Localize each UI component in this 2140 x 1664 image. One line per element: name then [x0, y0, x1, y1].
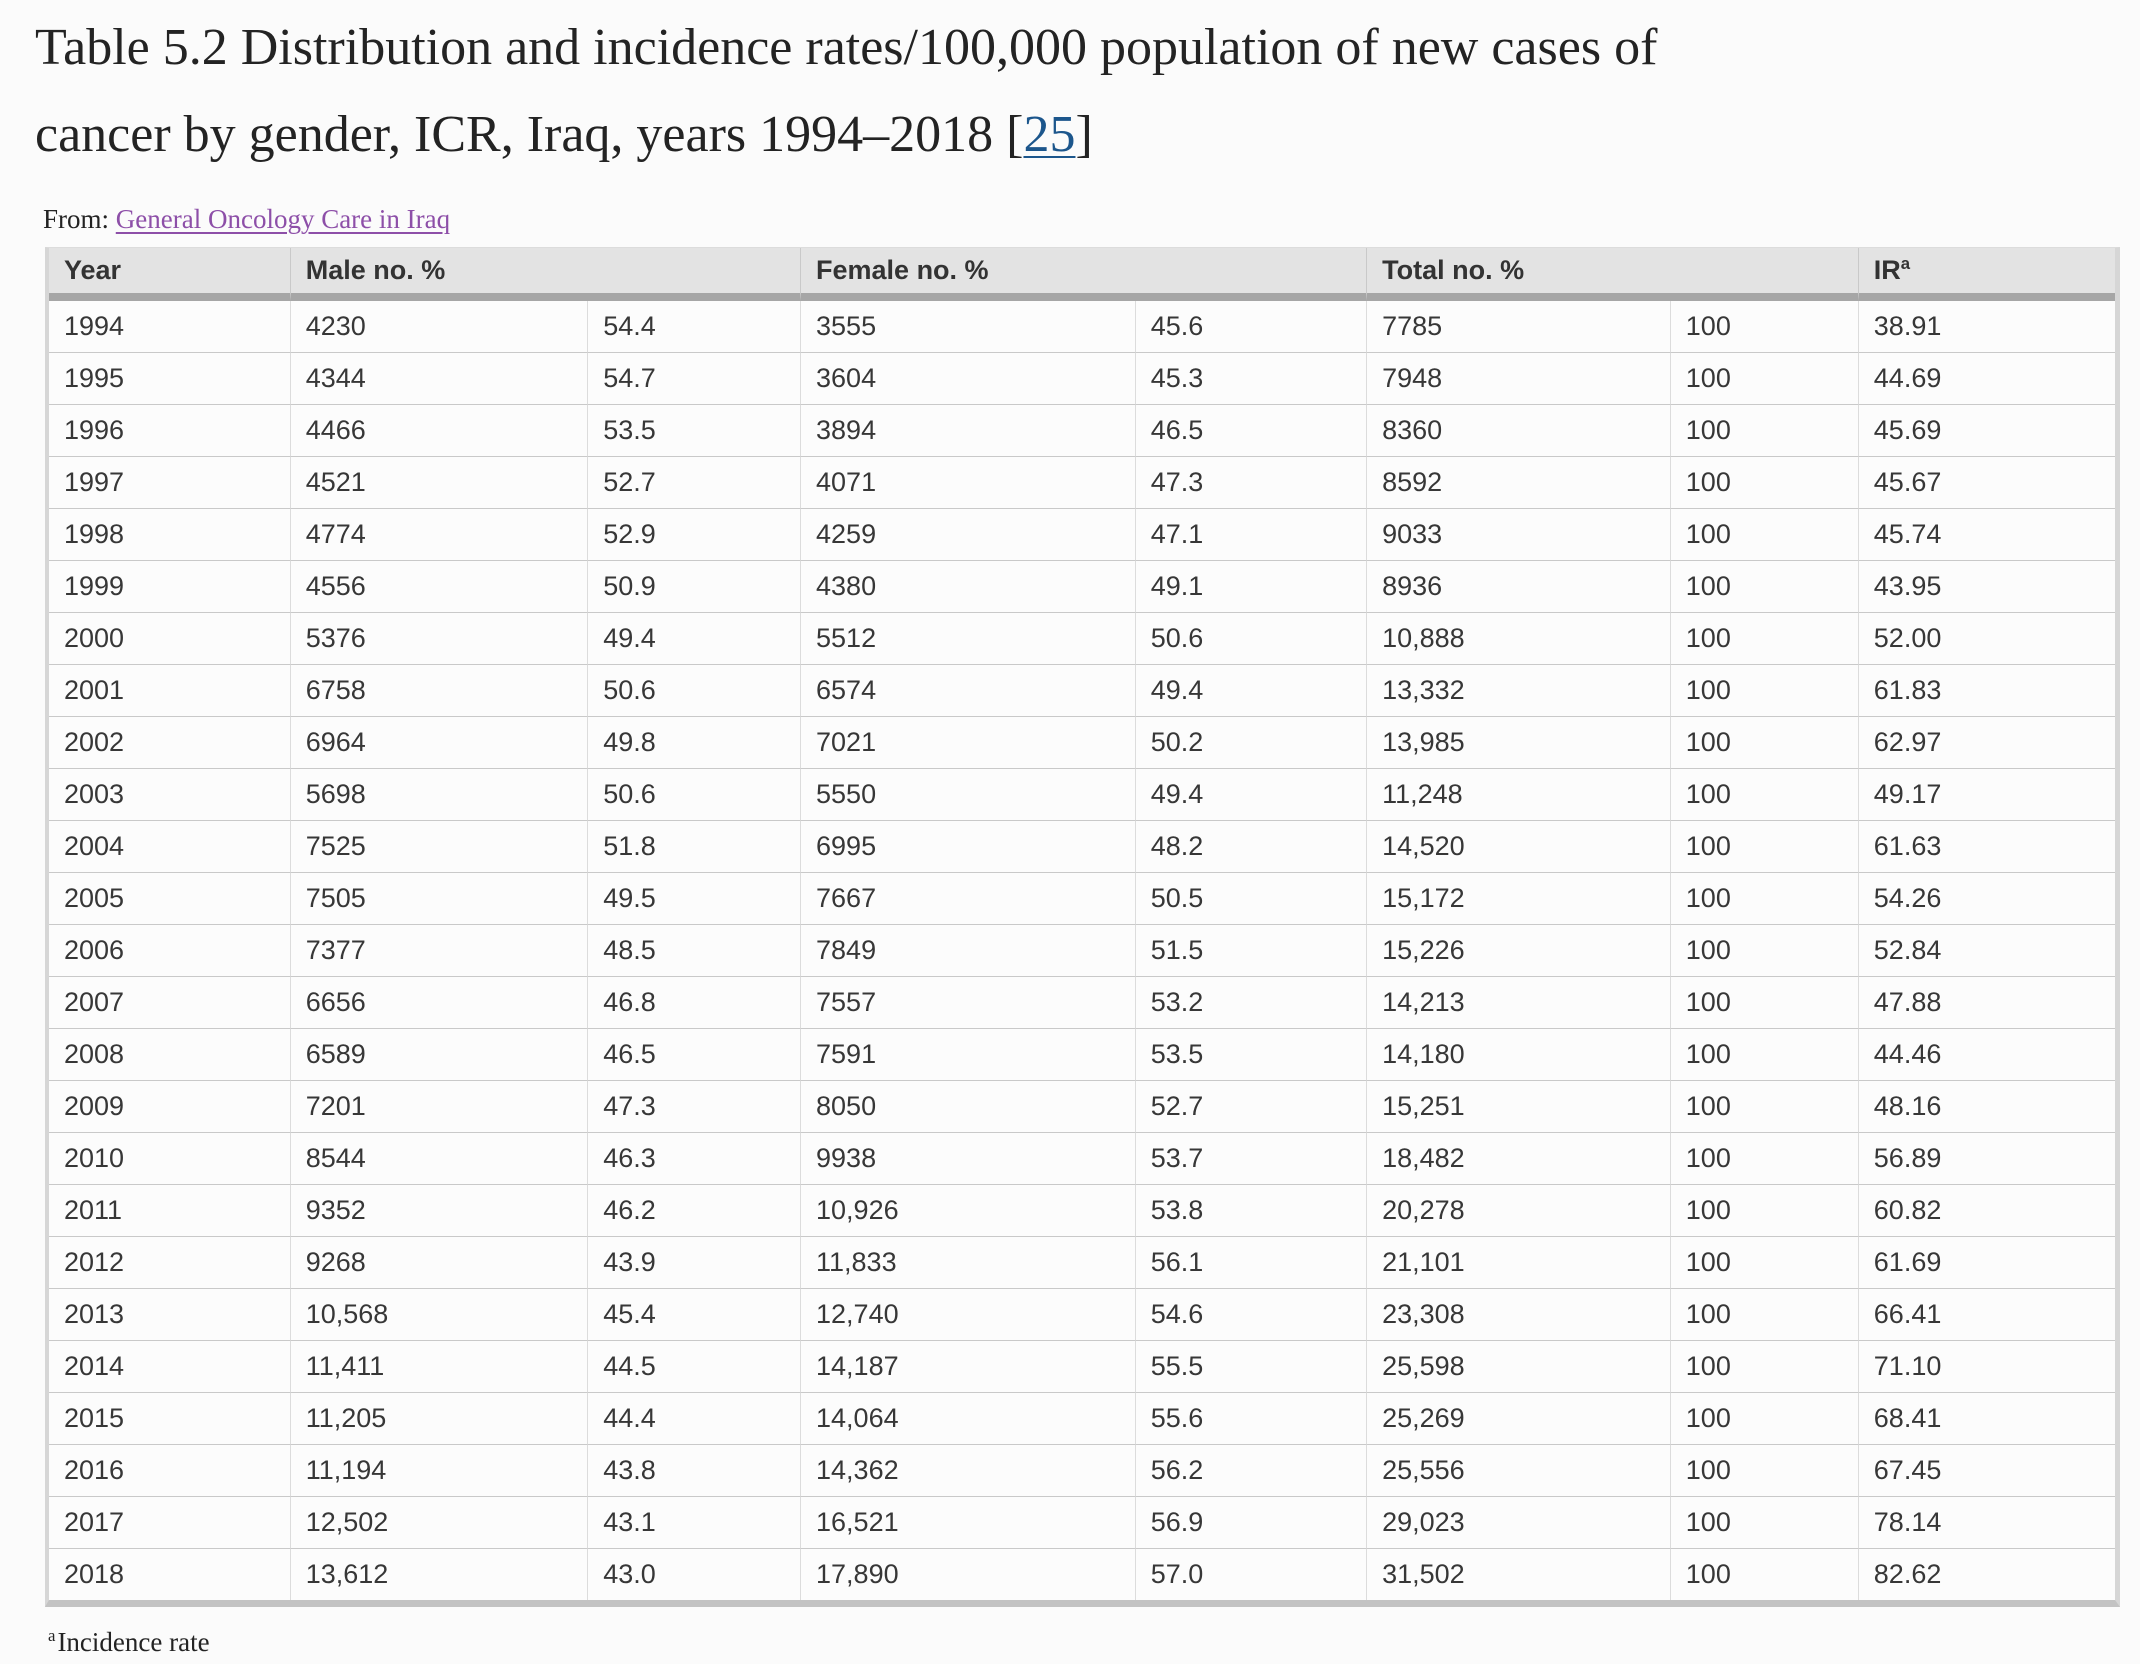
- table-cell: 44.46: [1859, 1028, 2115, 1080]
- table-cell: 100: [1671, 560, 1859, 612]
- table-cell: 9033: [1367, 508, 1671, 560]
- table-cell: 7667: [801, 872, 1136, 924]
- table-cell: 46.8: [588, 976, 801, 1028]
- table-cell: 1996: [49, 404, 291, 456]
- table-cell: 9268: [291, 1236, 589, 1288]
- footnote-superscript: a: [48, 1626, 56, 1645]
- table-row: [49, 404, 2115, 456]
- table-cell: 49.8: [588, 716, 801, 768]
- table-cell: 2015: [49, 1392, 291, 1444]
- header-total: Total no. %: [1367, 248, 1859, 301]
- table-cell: 45.69: [1859, 404, 2115, 456]
- table-row: [49, 560, 2115, 612]
- citation-link[interactable]: 25: [1023, 106, 1076, 163]
- table-cell: 54.6: [1136, 1288, 1367, 1340]
- table-cell: 50.5: [1136, 872, 1367, 924]
- table-cell: 55.5: [1136, 1340, 1367, 1392]
- table-cell: 15,172: [1367, 872, 1671, 924]
- table-cell: 100: [1671, 1080, 1859, 1132]
- table-cell: 51.8: [588, 820, 801, 872]
- table-cell: 38.91: [1859, 301, 2115, 352]
- table-cell: 47.3: [1136, 456, 1367, 508]
- table-cell: 14,362: [801, 1444, 1136, 1496]
- table-cell: 5512: [801, 612, 1136, 664]
- table-cell: 44.4: [588, 1392, 801, 1444]
- table-cell: 7557: [801, 976, 1136, 1028]
- table-cell: 100: [1671, 1496, 1859, 1548]
- table-cell: 1994: [49, 301, 291, 352]
- table-cell: 47.3: [588, 1080, 801, 1132]
- table-cell: 20,278: [1367, 1184, 1671, 1236]
- table-cell: 1995: [49, 352, 291, 404]
- table-cell: 53.5: [588, 404, 801, 456]
- table-cell: 7785: [1367, 301, 1671, 352]
- table-cell: 14,180: [1367, 1028, 1671, 1080]
- table-cell: 1998: [49, 508, 291, 560]
- table-cell: 46.2: [588, 1184, 801, 1236]
- table-row: [49, 664, 2115, 716]
- table-cell: 48.2: [1136, 820, 1367, 872]
- table-cell: 8544: [291, 1132, 589, 1184]
- table-cell: 7591: [801, 1028, 1136, 1080]
- table-cell: 7948: [1367, 352, 1671, 404]
- table-cell: 10,926: [801, 1184, 1136, 1236]
- table-cell: 100: [1671, 820, 1859, 872]
- table-row: [49, 612, 2115, 664]
- table-cell: 2010: [49, 1132, 291, 1184]
- table-cell: 49.4: [588, 612, 801, 664]
- citation-bracket-open: [: [1006, 106, 1024, 163]
- table-cell: 100: [1671, 1028, 1859, 1080]
- table-cell: 6995: [801, 820, 1136, 872]
- table-cell: 2000: [49, 612, 291, 664]
- table-cell: 7201: [291, 1080, 589, 1132]
- table-cell: 56.9: [1136, 1496, 1367, 1548]
- table-cell: 78.14: [1859, 1496, 2115, 1548]
- table-cell: 2017: [49, 1496, 291, 1548]
- table-cell: 56.2: [1136, 1444, 1367, 1496]
- table-cell: 100: [1671, 1184, 1859, 1236]
- table-cell: 50.9: [588, 560, 801, 612]
- table-cell: 100: [1671, 716, 1859, 768]
- table-cell: 5550: [801, 768, 1136, 820]
- table-cell: 68.41: [1859, 1392, 2115, 1444]
- table-cell: 67.45: [1859, 1444, 2115, 1496]
- table-cell: 5698: [291, 768, 589, 820]
- table-row: [49, 716, 2115, 768]
- table-cell: 10,568: [291, 1288, 589, 1340]
- table-cell: 100: [1671, 1444, 1859, 1496]
- table-cell: 2007: [49, 976, 291, 1028]
- table-row: [49, 1444, 2115, 1496]
- table-cell: 13,985: [1367, 716, 1671, 768]
- table-cell: 43.0: [588, 1548, 801, 1600]
- table-cell: 100: [1671, 404, 1859, 456]
- table-row: [49, 976, 2115, 1028]
- table-cell: 61.63: [1859, 820, 2115, 872]
- table-cell: 2002: [49, 716, 291, 768]
- table-cell: 7377: [291, 924, 589, 976]
- table-cell: 16,521: [801, 1496, 1136, 1548]
- table-cell: 44.69: [1859, 352, 2115, 404]
- page-title: [35, 4, 2110, 178]
- table-cell: 3555: [801, 301, 1136, 352]
- table-cell: 57.0: [1136, 1548, 1367, 1600]
- table-cell: 50.2: [1136, 716, 1367, 768]
- table-cell: 25,269: [1367, 1392, 1671, 1444]
- table-cell: 100: [1671, 456, 1859, 508]
- title-line1: Table 5.2 Distribution and incidence rates/100,000 population of new cases of: [35, 19, 1658, 76]
- table-cell: 100: [1671, 1132, 1859, 1184]
- table-cell: 14,064: [801, 1392, 1136, 1444]
- table-cell: 7505: [291, 872, 589, 924]
- table-cell: 53.8: [1136, 1184, 1367, 1236]
- table-cell: 82.62: [1859, 1548, 2115, 1600]
- table-cell: 49.1: [1136, 560, 1367, 612]
- table-cell: 61.69: [1859, 1236, 2115, 1288]
- table-cell: 56.1: [1136, 1236, 1367, 1288]
- table-cell: 6964: [291, 716, 589, 768]
- table-cell: 11,248: [1367, 768, 1671, 820]
- table-cell: 21,101: [1367, 1236, 1671, 1288]
- table-cell: 11,205: [291, 1392, 589, 1444]
- table-cell: 47.88: [1859, 976, 2115, 1028]
- table-cell: 46.3: [588, 1132, 801, 1184]
- table-cell: 50.6: [588, 768, 801, 820]
- table-cell: 2008: [49, 1028, 291, 1080]
- source-line: [43, 204, 2110, 234]
- table-cell: 49.17: [1859, 768, 2115, 820]
- table-cell: 2016: [49, 1444, 291, 1496]
- table-cell: 4259: [801, 508, 1136, 560]
- table-row: [49, 1392, 2115, 1444]
- table-cell: 46.5: [1136, 404, 1367, 456]
- table-cell: 48.5: [588, 924, 801, 976]
- footnote-text: Incidence rate: [57, 1627, 210, 1657]
- table-cell: 13,332: [1367, 664, 1671, 716]
- table-cell: 53.7: [1136, 1132, 1367, 1184]
- table-cell: 9352: [291, 1184, 589, 1236]
- table-cell: 100: [1671, 612, 1859, 664]
- table-cell: 52.7: [588, 456, 801, 508]
- table-cell: 13,612: [291, 1548, 589, 1600]
- table-cell: 11,411: [291, 1340, 589, 1392]
- table-cell: 45.3: [1136, 352, 1367, 404]
- table-cell: 7525: [291, 820, 589, 872]
- table-cell: 29,023: [1367, 1496, 1671, 1548]
- table-row: [49, 1340, 2115, 1392]
- table-cell: 53.2: [1136, 976, 1367, 1028]
- table-cell: 61.83: [1859, 664, 2115, 716]
- table-row: [49, 456, 2115, 508]
- table-cell: 8936: [1367, 560, 1671, 612]
- table-row: [49, 1496, 2115, 1548]
- table-cell: 62.97: [1859, 716, 2115, 768]
- table-cell: 6656: [291, 976, 589, 1028]
- table-cell: 49.4: [1136, 664, 1367, 716]
- table-cell: 4230: [291, 301, 589, 352]
- table-cell: 45.67: [1859, 456, 2115, 508]
- table-header: [49, 248, 2115, 301]
- table-cell: 52.84: [1859, 924, 2115, 976]
- table-cell: 54.7: [588, 352, 801, 404]
- table-cell: 66.41: [1859, 1288, 2115, 1340]
- table-cell: 43.9: [588, 1236, 801, 1288]
- table-cell: 53.5: [1136, 1028, 1367, 1080]
- table-cell: 4521: [291, 456, 589, 508]
- table-cell: 43.1: [588, 1496, 801, 1548]
- table-cell: 8050: [801, 1080, 1136, 1132]
- table-cell: 100: [1671, 1236, 1859, 1288]
- table-cell: 12,502: [291, 1496, 589, 1548]
- table-cell: 43.95: [1859, 560, 2115, 612]
- title-line2: cancer by gender, ICR, Iraq, years 1994–2018: [35, 106, 1007, 163]
- table-cell: 60.82: [1859, 1184, 2115, 1236]
- table-row: [49, 768, 2115, 820]
- table-row: [49, 1548, 2115, 1600]
- citation-bracket-close: ]: [1075, 106, 1093, 163]
- table-cell: 2011: [49, 1184, 291, 1236]
- table-cell: 2004: [49, 820, 291, 872]
- table-cell: 2003: [49, 768, 291, 820]
- table-cell: 100: [1671, 768, 1859, 820]
- table-row: [49, 352, 2115, 404]
- source-link[interactable]: General Oncology Care in Iraq: [115, 204, 451, 234]
- table-cell: 100: [1671, 1392, 1859, 1444]
- table-cell: 100: [1671, 924, 1859, 976]
- table-cell: 100: [1671, 1340, 1859, 1392]
- table-cell: 100: [1671, 1288, 1859, 1340]
- table-cell: 2001: [49, 664, 291, 716]
- table-cell: 2005: [49, 872, 291, 924]
- table-cell: 18,482: [1367, 1132, 1671, 1184]
- table-row: [49, 1184, 2115, 1236]
- table-cell: 48.16: [1859, 1080, 2115, 1132]
- header-male: Male no. %: [291, 248, 801, 301]
- header-year: Year: [49, 248, 291, 301]
- table-row: [49, 1080, 2115, 1132]
- data-table: [45, 247, 2120, 1607]
- table-cell: 2018: [49, 1548, 291, 1600]
- header-female: Female no. %: [801, 248, 1367, 301]
- table-footnote: [48, 1627, 2110, 1657]
- table-cell: 14,520: [1367, 820, 1671, 872]
- table-cell: 23,308: [1367, 1288, 1671, 1340]
- table-cell: 8592: [1367, 456, 1671, 508]
- table-row: [49, 508, 2115, 560]
- table-cell: 55.6: [1136, 1392, 1367, 1444]
- table-cell: 56.89: [1859, 1132, 2115, 1184]
- table-row: [49, 872, 2115, 924]
- table-cell: 11,194: [291, 1444, 589, 1496]
- table-cell: 14,213: [1367, 976, 1671, 1028]
- table-cell: 2009: [49, 1080, 291, 1132]
- data-table-wrapper: [45, 247, 2110, 1607]
- table-row: [49, 301, 2115, 352]
- table-cell: 14,187: [801, 1340, 1136, 1392]
- header-ir-superscript: a: [1900, 254, 1911, 273]
- table-header-row: [49, 248, 2115, 301]
- table-cell: 100: [1671, 976, 1859, 1028]
- table-cell: 52.9: [588, 508, 801, 560]
- table-row: [49, 1132, 2115, 1184]
- table-cell: 4380: [801, 560, 1136, 612]
- table-cell: 45.74: [1859, 508, 2115, 560]
- table-cell: 2006: [49, 924, 291, 976]
- table-cell: 4466: [291, 404, 589, 456]
- table-cell: 4774: [291, 508, 589, 560]
- header-ir: [1859, 248, 2115, 301]
- table-cell: 44.5: [588, 1340, 801, 1392]
- table-cell: 1999: [49, 560, 291, 612]
- table-cell: 15,226: [1367, 924, 1671, 976]
- table-cell: 49.4: [1136, 768, 1367, 820]
- table-cell: 25,556: [1367, 1444, 1671, 1496]
- table-row: [49, 924, 2115, 976]
- table-row: [49, 820, 2115, 872]
- table-cell: 7021: [801, 716, 1136, 768]
- table-cell: 1997: [49, 456, 291, 508]
- table-cell: 4071: [801, 456, 1136, 508]
- table-cell: 54.26: [1859, 872, 2115, 924]
- table-cell: 2013: [49, 1288, 291, 1340]
- table-cell: 100: [1671, 352, 1859, 404]
- table-cell: 100: [1671, 1548, 1859, 1600]
- table-row: [49, 1288, 2115, 1340]
- table-cell: 45.4: [588, 1288, 801, 1340]
- table-cell: 51.5: [1136, 924, 1367, 976]
- table-cell: 52.7: [1136, 1080, 1367, 1132]
- table-cell: 25,598: [1367, 1340, 1671, 1392]
- table-row: [49, 1236, 2115, 1288]
- table-cell: 43.8: [588, 1444, 801, 1496]
- table-cell: 3604: [801, 352, 1136, 404]
- table-cell: 52.00: [1859, 612, 2115, 664]
- table-cell: 10,888: [1367, 612, 1671, 664]
- table-cell: 50.6: [588, 664, 801, 716]
- table-cell: 7849: [801, 924, 1136, 976]
- table-cell: 17,890: [801, 1548, 1136, 1600]
- header-ir-base: IR: [1873, 255, 1901, 285]
- table-cell: 100: [1671, 301, 1859, 352]
- table-cell: 15,251: [1367, 1080, 1671, 1132]
- table-cell: 4556: [291, 560, 589, 612]
- table-cell: 11,833: [801, 1236, 1136, 1288]
- table-cell: 5376: [291, 612, 589, 664]
- table-cell: 12,740: [801, 1288, 1136, 1340]
- table-row: [49, 1028, 2115, 1080]
- table-cell: 4344: [291, 352, 589, 404]
- table-cell: 100: [1671, 508, 1859, 560]
- table-body: [49, 301, 2115, 1600]
- table-cell: 6589: [291, 1028, 589, 1080]
- table-cell: 54.4: [588, 301, 801, 352]
- table-cell: 71.10: [1859, 1340, 2115, 1392]
- table-cell: 46.5: [588, 1028, 801, 1080]
- table-cell: 3894: [801, 404, 1136, 456]
- table-cell: 100: [1671, 664, 1859, 716]
- table-cell: 6758: [291, 664, 589, 716]
- table-cell: 49.5: [588, 872, 801, 924]
- table-cell: 50.6: [1136, 612, 1367, 664]
- table-cell: 2012: [49, 1236, 291, 1288]
- table-cell: 9938: [801, 1132, 1136, 1184]
- table-cell: 2014: [49, 1340, 291, 1392]
- table-cell: 100: [1671, 872, 1859, 924]
- table-cell: 47.1: [1136, 508, 1367, 560]
- source-label: From:: [43, 204, 116, 234]
- table-cell: 45.6: [1136, 301, 1367, 352]
- table-cell: 31,502: [1367, 1548, 1671, 1600]
- table-cell: 6574: [801, 664, 1136, 716]
- table-cell: 8360: [1367, 404, 1671, 456]
